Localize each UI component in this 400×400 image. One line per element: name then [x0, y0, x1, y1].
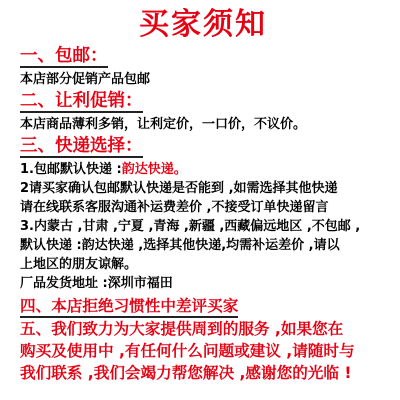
service-line-2: 购买及使用中 ,有任何什么问题或建议 ,请随时与 [20, 342, 355, 360]
courier-line-6: 上地区的朋友谅解。 [20, 257, 138, 272]
free-shipping-text: 本店部分促销产品包邮 [20, 72, 151, 87]
discount-text: 本店商品薄利多销，让利定价，一口价，不议价。 [20, 117, 307, 132]
section-heading-free-shipping: 一、包邮： [20, 46, 108, 66]
courier-line-3: 请在线联系客服沟通补运费差价 ,不接受订单快递留言 [20, 200, 329, 215]
courier-line-1 [20, 160, 386, 179]
page-title: 买家须知 [139, 7, 267, 42]
courier-line-4: 3.内蒙古 ,甘肃 ,宁夏 ,青海 ,新疆 ,西藏偏远地区 ,不包邮 , [20, 219, 361, 234]
section-bad-review-notice [20, 295, 386, 318]
courier-default-label: 1.包邮默认快递 : [20, 162, 122, 177]
courier-line-5: 默认快递 :韵达快递 ,选择其他快递,均需补运差价 ,请以 [20, 238, 340, 253]
courier-line-2: 2请买家确认包邮默认快递是否能到 ,如需选择其他快递 [20, 181, 338, 196]
service-line-3: 我们联系 ,我们会竭力帮您解决 ,感谢您的光临 ! [20, 364, 352, 382]
section-free-shipping [20, 46, 386, 68]
section-discount [20, 91, 386, 113]
courier-default-value: 韵达快递。 [121, 162, 187, 177]
section-courier [20, 136, 386, 158]
bad-review-notice-text: 四、本店拒绝习惯性中差评买家 [20, 296, 238, 318]
ship-from-address: 厂品发货地址 :深圳市福田 [20, 276, 173, 291]
section-heading-discount: 二、让利促销： [20, 91, 143, 111]
section-heading-courier: 三、快递选择： [20, 136, 143, 156]
service-line-1: 五、我们致力为大家提供周到的服务 ,如果您在 [20, 320, 344, 338]
